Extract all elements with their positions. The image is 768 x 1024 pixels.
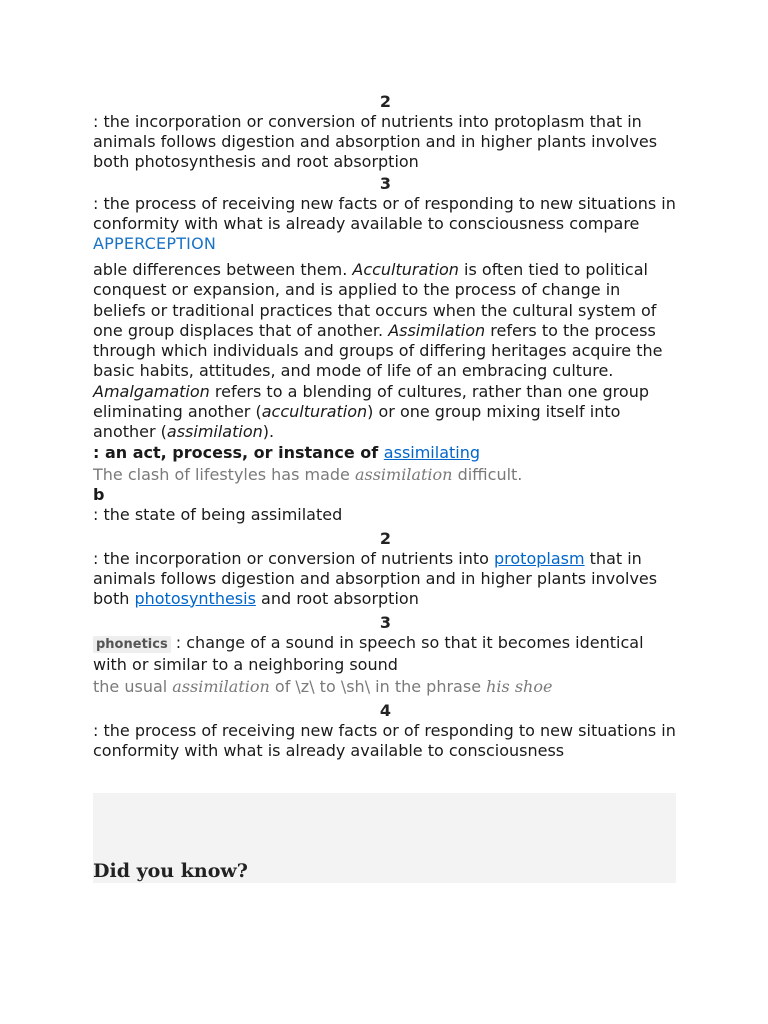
- sense-letter-b: b: [93, 484, 105, 504]
- phonetics-label: phonetics: [93, 636, 171, 653]
- prose-text: refers to the process through which individuals and groups of differing heritages acquire the basic habits, attitudes, and mode of life of an embracing culture.: [93, 320, 663, 381]
- definition-text: that in animals follows digestion and absorption and in higher plants involves both: [93, 548, 658, 608]
- term-amalgamation: Amalgamation: [93, 381, 210, 401]
- acculturation-paragraph: [93, 260, 678, 443]
- term-assimilation: assimilation: [166, 422, 263, 442]
- example-phrase: [93, 677, 678, 697]
- prose-text: ) or one group mixing itself into another (: [93, 402, 621, 442]
- definition-consciousness-2: : the process of receiving new facts or of responding to new situations in conformity with what is already available to consciousness: [93, 720, 676, 760]
- sense-number-3: 3: [379, 174, 392, 193]
- sense-number-3b: 3: [379, 612, 392, 632]
- assimilating-link[interactable]: assimilating: [383, 442, 481, 462]
- definition-phonetics: [93, 633, 678, 675]
- photosynthesis-link[interactable]: photosynthesis: [134, 588, 256, 608]
- prose-text: able differences between them.: [93, 260, 353, 279]
- definition-nutrients-linked: [93, 549, 678, 609]
- example-term: assimilation: [172, 676, 270, 696]
- definition-nutrients: : the incorporation or conversion of nutrients into protoplasm that in animals follows digestion and absorption and in higher plants involves both photosynthesis and root absorption: [93, 112, 658, 171]
- example-term: his shoe: [486, 676, 553, 696]
- definition-text: : an act, process, or instance of: [93, 442, 384, 462]
- term-acculturation: acculturation: [261, 402, 368, 422]
- example-text: the usual: [93, 676, 173, 696]
- example-text: difficult.: [452, 464, 523, 484]
- term-assimilation: Assimilation: [388, 320, 486, 340]
- example-text: The clash of lifestyles has made: [93, 464, 355, 484]
- example-term: assimilation: [354, 464, 453, 484]
- prose-text: refers to a blending of cultures, rather than one group eliminating another (: [93, 381, 649, 422]
- definition-text: : change of a sound in speech so that it becomes identical with or similar to a neighboring sound: [93, 632, 644, 674]
- example-text: of \z\ to \sh\ in the phrase: [269, 676, 487, 696]
- did-you-know-heading: Did you know?: [93, 860, 248, 882]
- term-acculturation: Acculturation: [352, 260, 459, 279]
- did-you-know-box: [93, 793, 676, 883]
- definition-state: : the state of being assimilated: [93, 504, 343, 524]
- definition-consciousness: [93, 194, 678, 254]
- apperception-link[interactable]: APPERCEPTION: [93, 234, 217, 253]
- document-body: [93, 92, 678, 763]
- prose-text: is often tied to political conquest or expansion, and is applied to the process of change in beliefs or traditional practices that occurs when the cultural system of one group displaces that of another.: [93, 260, 657, 340]
- sense-number-2b: 2: [379, 528, 392, 548]
- definition-text: : the incorporation or conversion of nutrients into: [93, 548, 494, 568]
- definition-text: : the process of receiving new facts or of responding to new situations in conformity with what is already available to consciousness compare: [93, 194, 676, 233]
- definition-act: [93, 443, 678, 463]
- prose-text: ).: [262, 422, 275, 442]
- sense-number-2: 2: [379, 92, 392, 111]
- protoplasm-link[interactable]: protoplasm: [494, 548, 585, 568]
- example-sentence: [93, 465, 678, 485]
- definition-text: and root absorption: [255, 588, 419, 608]
- sense-number-4: 4: [379, 700, 392, 720]
